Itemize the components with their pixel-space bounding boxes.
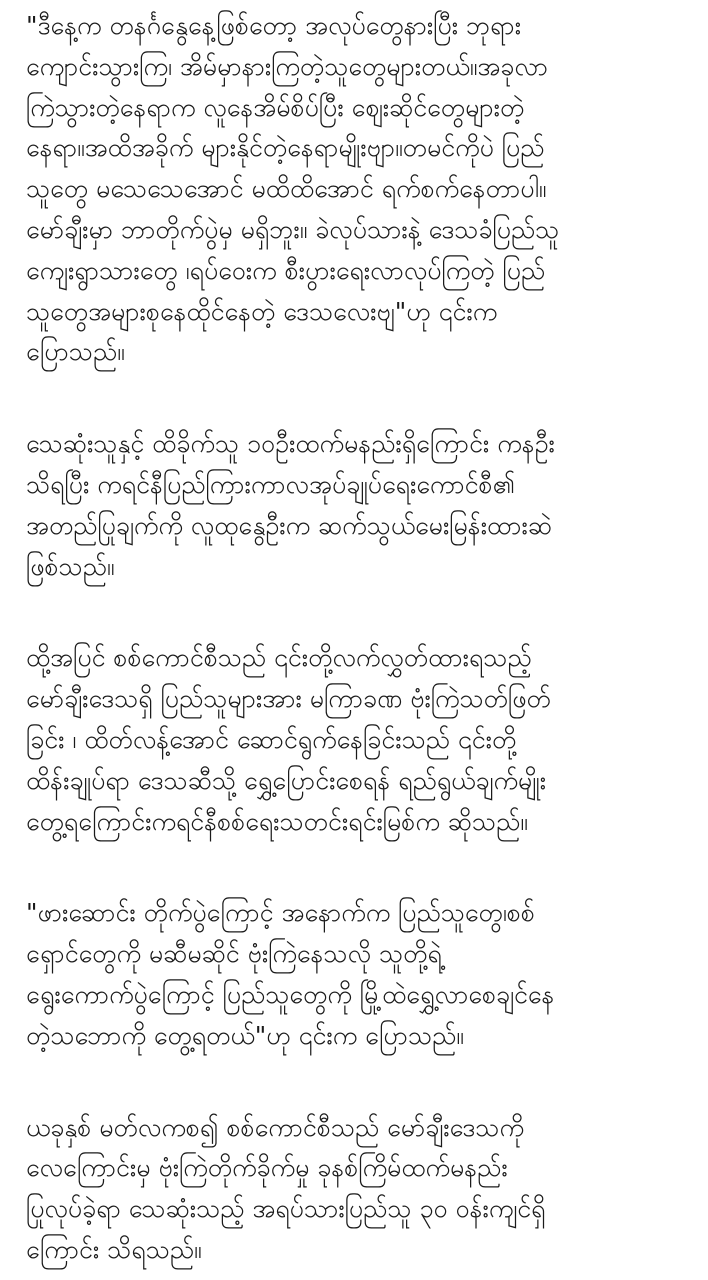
text-line: တဲ့သဘောကို တွေ့ရတယ်"ဟု ၎င်းက ပြောသည်။	[26, 1020, 464, 1050]
paragraph-spacer	[26, 373, 686, 424]
paragraph-spacer	[26, 1057, 686, 1108]
text-line: ဖြစ်သည်။	[26, 551, 115, 581]
text-line: သေဆုံးသူနှင့် ထိခိုက်သူ ၁၀ဦးထက်မနည်းရှိကြောင်း ကနဦး	[26, 429, 555, 459]
text-line: ကျေးရွာသားတွေ ၊ရပ်ဝေးက စီးပွားရေးလာလုပ်ကြတဲ့ ပြည်	[26, 255, 546, 285]
text-line: ပြုလုပ်ခဲ့ရာ သေဆုံးသည့် အရပ်သားပြည်သူ ၃၀ ဝန်းကျင်ရှိ	[26, 1194, 546, 1224]
paragraph-1	[26, 6, 686, 373]
text-line: ယခုနှစ် မတ်လကစ၍ စစ်ကောင်စီသည် မော်ချီးဒေသကို	[26, 1112, 524, 1142]
text-line: ကြောင်း သိရသည်။	[26, 1234, 202, 1264]
text-line: အတည်ပြုချက်ကို လူထုနွေဦးက ဆက်သွယ်မေးမြန်းထားဆဲ	[26, 510, 553, 540]
text-line: သူတွေအများစုနေထိုင်နေတဲ့ ဒေသလေးဗျ"ဟု ၎င်းက	[26, 296, 498, 326]
text-line: လေကြောင်းမှ ဗုံးကြဲတိုက်ခိုက်မှု ခုနစ်ကြိမ်ထက်မနည်း	[26, 1153, 508, 1183]
article-body	[26, 6, 686, 1271]
text-line: ရှောင်တွေကို မဆီမဆိုင် ဗုံးကြဲနေသလို သူတို့ရဲ့	[26, 939, 442, 969]
text-line: မော်ချီးမှာ ဘာတိုက်ပွဲမှ မရှိဘူး။ ခဲလုပ်သားနဲ့ ဒေသခံပြည်သူ	[26, 214, 560, 244]
paragraph-spacer	[26, 842, 686, 893]
text-line: တွေ့ရကြောင်းကရင်နီစစ်ရေးသတင်းရင်းမြစ်က ဆိုသည်။	[26, 806, 528, 836]
paragraph-4	[26, 893, 686, 1056]
text-line: ကြဲသွားတဲ့နေရာက လူနေအိမ်စိပ်ပြီး ဈေးဆိုင်တွေများတဲ့	[26, 92, 525, 122]
text-line: ခြင်း ၊ ထိတ်လန့်အောင် ဆောင်ရွက်နေခြင်းသည် ၎င်းတို့	[26, 724, 517, 754]
text-line: နေရာ။အထိအခိုက် များနိုင်တဲ့နေရာမျိုးဗျာ။တမင်ကိုပဲ ပြည်	[26, 133, 545, 163]
text-line: ထိန်းချုပ်ရာ ဒေသဆီသို့ ရွှေ့ပြောင်းစေရန် ရည်ရွယ်ချက်မျိုး	[26, 765, 547, 795]
text-line: "ဒီနေ့က တနင်္ဂနွေနေ့ဖြစ်တော့ အလုပ်တွေနားပြီး ဘုရား	[26, 11, 522, 40]
paragraph-2	[26, 424, 686, 587]
text-line: ထို့အပြင် စစ်ကောင်စီသည် ၎င်းတို့လက်လွှတ်ထားရသည့်	[26, 643, 532, 673]
paragraph-3	[26, 638, 686, 842]
text-line: သိရပြီး ကရင်နီပြည်ကြားကာလအုပ်ချုပ်ရေးကောင်စီ၏	[26, 469, 515, 499]
text-line: "ဖားဆောင်း တိုက်ပွဲကြောင့် အနောက်က ပြည်သူတွေ၊စစ်	[26, 898, 535, 928]
text-line: ပြောသည်။	[26, 337, 125, 367]
paragraph-spacer	[26, 587, 686, 638]
text-line: ကျောင်းသွားကြ၊ အိမ်မှာနားကြတဲ့သူတွေများတယ်။အခုလာ	[26, 51, 549, 81]
text-line: မော်ချီးဒေသရှိ ပြည်သူများအား မကြာခဏ ဗုံးကြဲသတ်ဖြတ်	[26, 684, 551, 714]
paragraph-5	[26, 1108, 686, 1271]
text-line: ရွေးကောက်ပွဲကြောင့် ပြည်သူတွေကို မြို့ထဲရွှေ့လာစေချင်နေ	[26, 979, 555, 1009]
text-line: သူတွေ မသေသေအောင် မထိထိအောင် ရက်စက်နေတာပါ။	[26, 174, 547, 204]
